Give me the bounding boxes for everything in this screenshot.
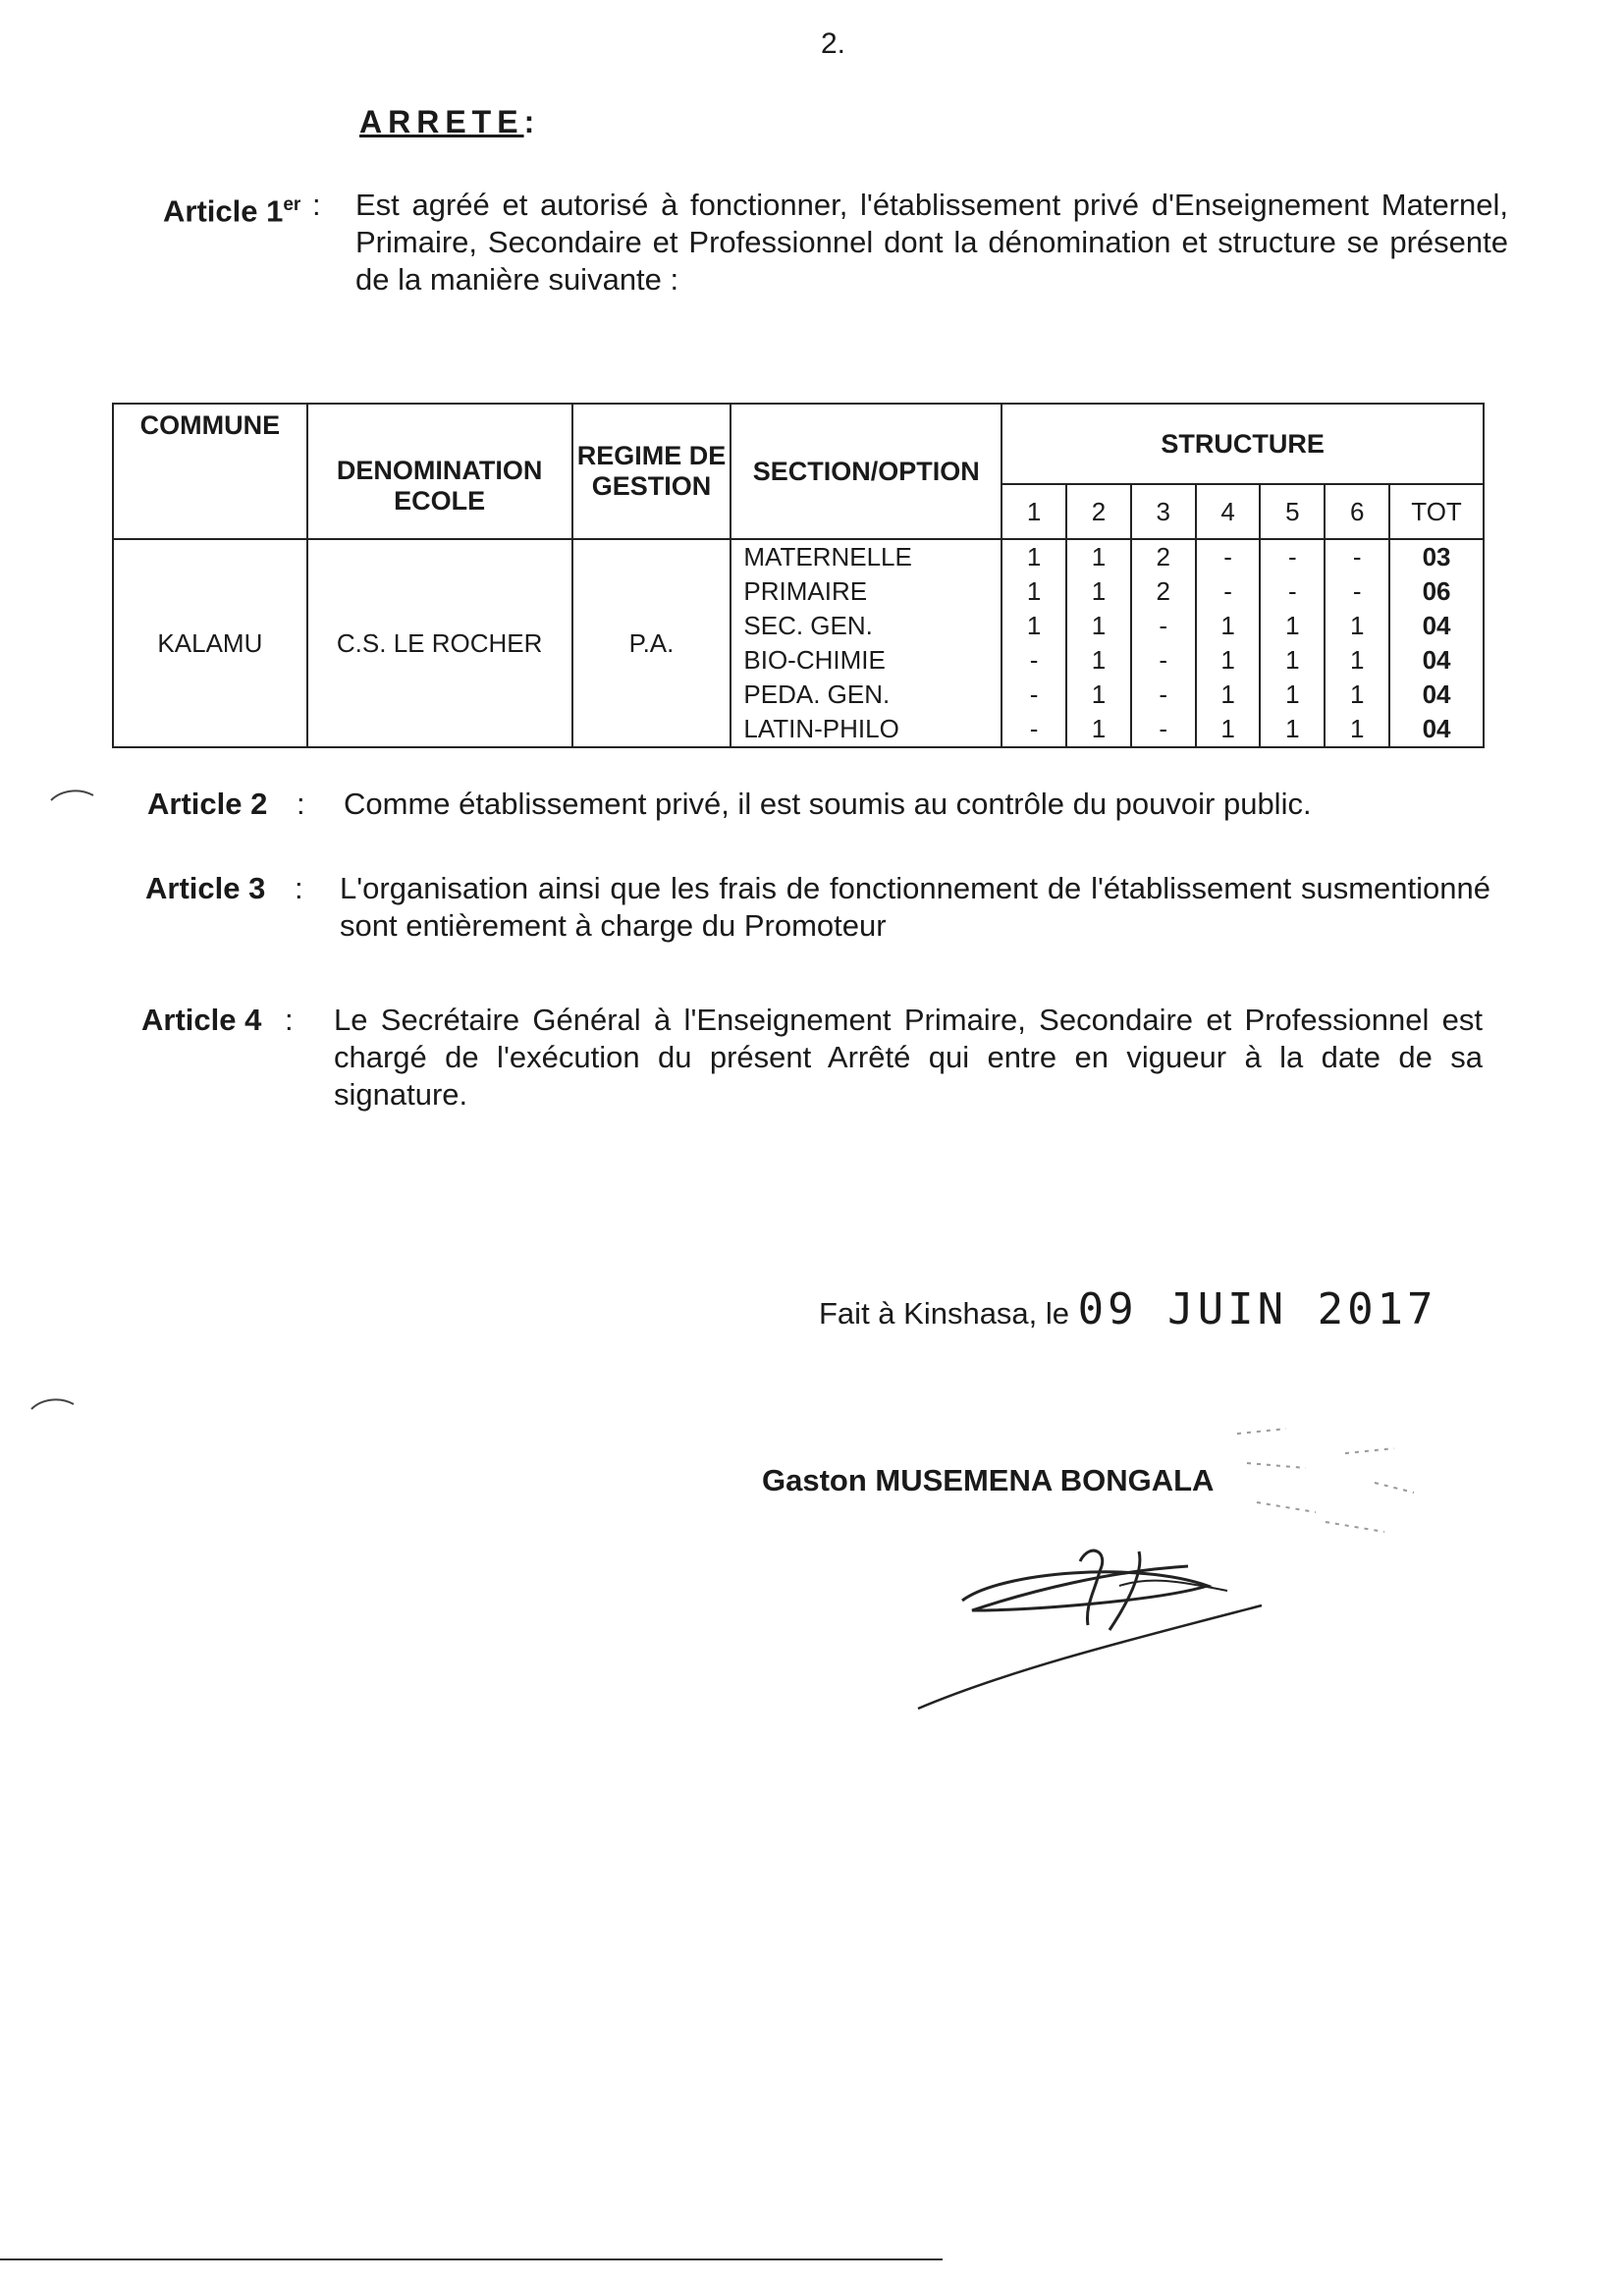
header-col-5: 5 [1260, 484, 1325, 539]
cell-value: - [1288, 542, 1297, 571]
article-2 [147, 786, 1502, 835]
section-item: MATERNELLE [743, 542, 912, 571]
table-row [113, 539, 1484, 747]
cell-value: 1 [1349, 680, 1365, 709]
margin-mark [49, 786, 98, 805]
article-1-colon: : [312, 188, 321, 222]
cell-value: 1 [1285, 611, 1300, 640]
place-text: Fait à Kinshasa, le [819, 1296, 1070, 1331]
decree-heading-word: ARRETE [359, 104, 524, 139]
article-4 [141, 1002, 1487, 1129]
cell-value: 1 [1220, 680, 1235, 709]
article-1 [163, 187, 1508, 324]
cell-value: 1 [1285, 714, 1300, 743]
structure-table [112, 403, 1485, 748]
cell-value: - [1159, 645, 1168, 675]
header-col-4: 4 [1196, 484, 1261, 539]
header-regime: REGIME DE GESTION [572, 404, 731, 539]
header-col-2: 2 [1066, 484, 1131, 539]
article-3-text: L'organisation ainsi que les frais de fonctionnement de l'établissement susmentionné sont entièrement à charge du Promoteur [340, 871, 1490, 943]
article-3-label: Article 3 [145, 871, 266, 905]
cell-value: - [1352, 542, 1362, 571]
cell-value: - [1029, 645, 1039, 675]
article-4-text: Le Secrétaire Général à l'Enseignement Primaire, Secondaire et Professionnel est chargé de l'exécution du présent Arrêté qui entre en vigueur à la date de sa signature. [334, 1003, 1483, 1112]
signature-image [913, 1532, 1267, 1718]
cell-value: 2 [1156, 576, 1170, 606]
header-commune: COMMUNE [113, 404, 307, 539]
cell-value: - [1223, 542, 1232, 571]
header-structure: STRUCTURE [1001, 404, 1484, 484]
cell-value: 06 [1422, 576, 1451, 606]
cell-value: 1 [1349, 611, 1365, 640]
header-section: SECTION/OPTION [731, 404, 1001, 539]
section-item: PEDA. GEN. [743, 680, 891, 709]
margin-mark [29, 1394, 79, 1414]
cell-value: 1 [1091, 611, 1107, 640]
cell-value: 1 [1091, 680, 1107, 709]
cell-value: - [1029, 680, 1039, 709]
cell-col-2 [1066, 539, 1131, 747]
cell-value: - [1159, 680, 1168, 709]
header-col-1: 1 [1001, 484, 1066, 539]
cell-col-6 [1325, 539, 1389, 747]
article-2-colon: : [297, 787, 305, 821]
cell-value: 1 [1220, 611, 1235, 640]
article-4-colon: : [285, 1003, 294, 1037]
cell-col-5 [1260, 539, 1325, 747]
cell-value: 2 [1156, 542, 1170, 571]
cell-value: 1 [1349, 645, 1365, 675]
article-3 [145, 870, 1490, 958]
cell-value: - [1159, 611, 1168, 640]
cell-value: 1 [1026, 542, 1042, 571]
cell-value: 1 [1285, 680, 1300, 709]
header-denomination: DENOMINATION ECOLE [307, 404, 572, 539]
article-1-label: Article 1er [163, 193, 301, 229]
place-and-date [819, 1284, 1437, 1334]
section-item: PRIMAIRE [743, 576, 868, 606]
cell-col-tot [1389, 539, 1484, 747]
bottom-divider [0, 2258, 943, 2260]
article-4-label: Article 4 [141, 1003, 262, 1037]
cell-value: 1 [1091, 542, 1107, 571]
cell-denomination: C.S. LE ROCHER [307, 539, 572, 747]
cell-value: 1 [1220, 645, 1235, 675]
cell-value: 03 [1422, 542, 1451, 571]
cell-value: 1 [1091, 714, 1107, 743]
date-stamp: 09 JUIN 2017 [1077, 1284, 1437, 1334]
cell-commune: KALAMU [113, 539, 307, 747]
cell-col-1 [1001, 539, 1066, 747]
section-item: BIO-CHIMIE [743, 645, 886, 675]
cell-value: 04 [1422, 645, 1451, 675]
cell-value: 1 [1091, 576, 1107, 606]
cell-value: 04 [1422, 714, 1451, 743]
cell-value: 04 [1422, 611, 1451, 640]
article-3-colon: : [295, 871, 303, 905]
decree-heading-colon: : [523, 104, 541, 139]
cell-value: 1 [1349, 714, 1365, 743]
faint-stamp-mark [1227, 1424, 1424, 1551]
cell-col-3 [1131, 539, 1196, 747]
article-1-text: Est agréé et autorisé à fonctionner, l'établissement privé d'Enseignement Maternel, Primaire, Secondaire et Professionnel dont la dénomination et structure se présente de la manière suivante : [355, 188, 1508, 297]
cell-col-4 [1196, 539, 1261, 747]
cell-value: 1 [1220, 714, 1235, 743]
signatory-name: Gaston MUSEMENA BONGALA [762, 1463, 1215, 1497]
page-number: 2. [821, 27, 846, 60]
cell-value: - [1223, 576, 1232, 606]
section-item: SEC. GEN. [743, 611, 873, 640]
cell-sections [731, 539, 1001, 747]
cell-value: 1 [1091, 645, 1107, 675]
decree-heading [359, 104, 540, 140]
cell-value: 1 [1026, 611, 1042, 640]
article-1-sup: er [283, 194, 301, 215]
header-col-tot: TOT [1389, 484, 1484, 539]
cell-value: - [1159, 714, 1168, 743]
header-col-6: 6 [1325, 484, 1389, 539]
cell-value: - [1352, 576, 1362, 606]
cell-value: - [1029, 714, 1039, 743]
cell-value: 1 [1026, 576, 1042, 606]
cell-value: - [1288, 576, 1297, 606]
cell-value: 04 [1422, 680, 1451, 709]
header-col-3: 3 [1131, 484, 1196, 539]
section-item: LATIN-PHILO [743, 714, 899, 743]
cell-regime: P.A. [572, 539, 731, 747]
article-2-label: Article 2 [147, 787, 268, 821]
cell-value: 1 [1285, 645, 1300, 675]
article-2-text: Comme établissement privé, il est soumis au contrôle du pouvoir public. [344, 787, 1312, 821]
